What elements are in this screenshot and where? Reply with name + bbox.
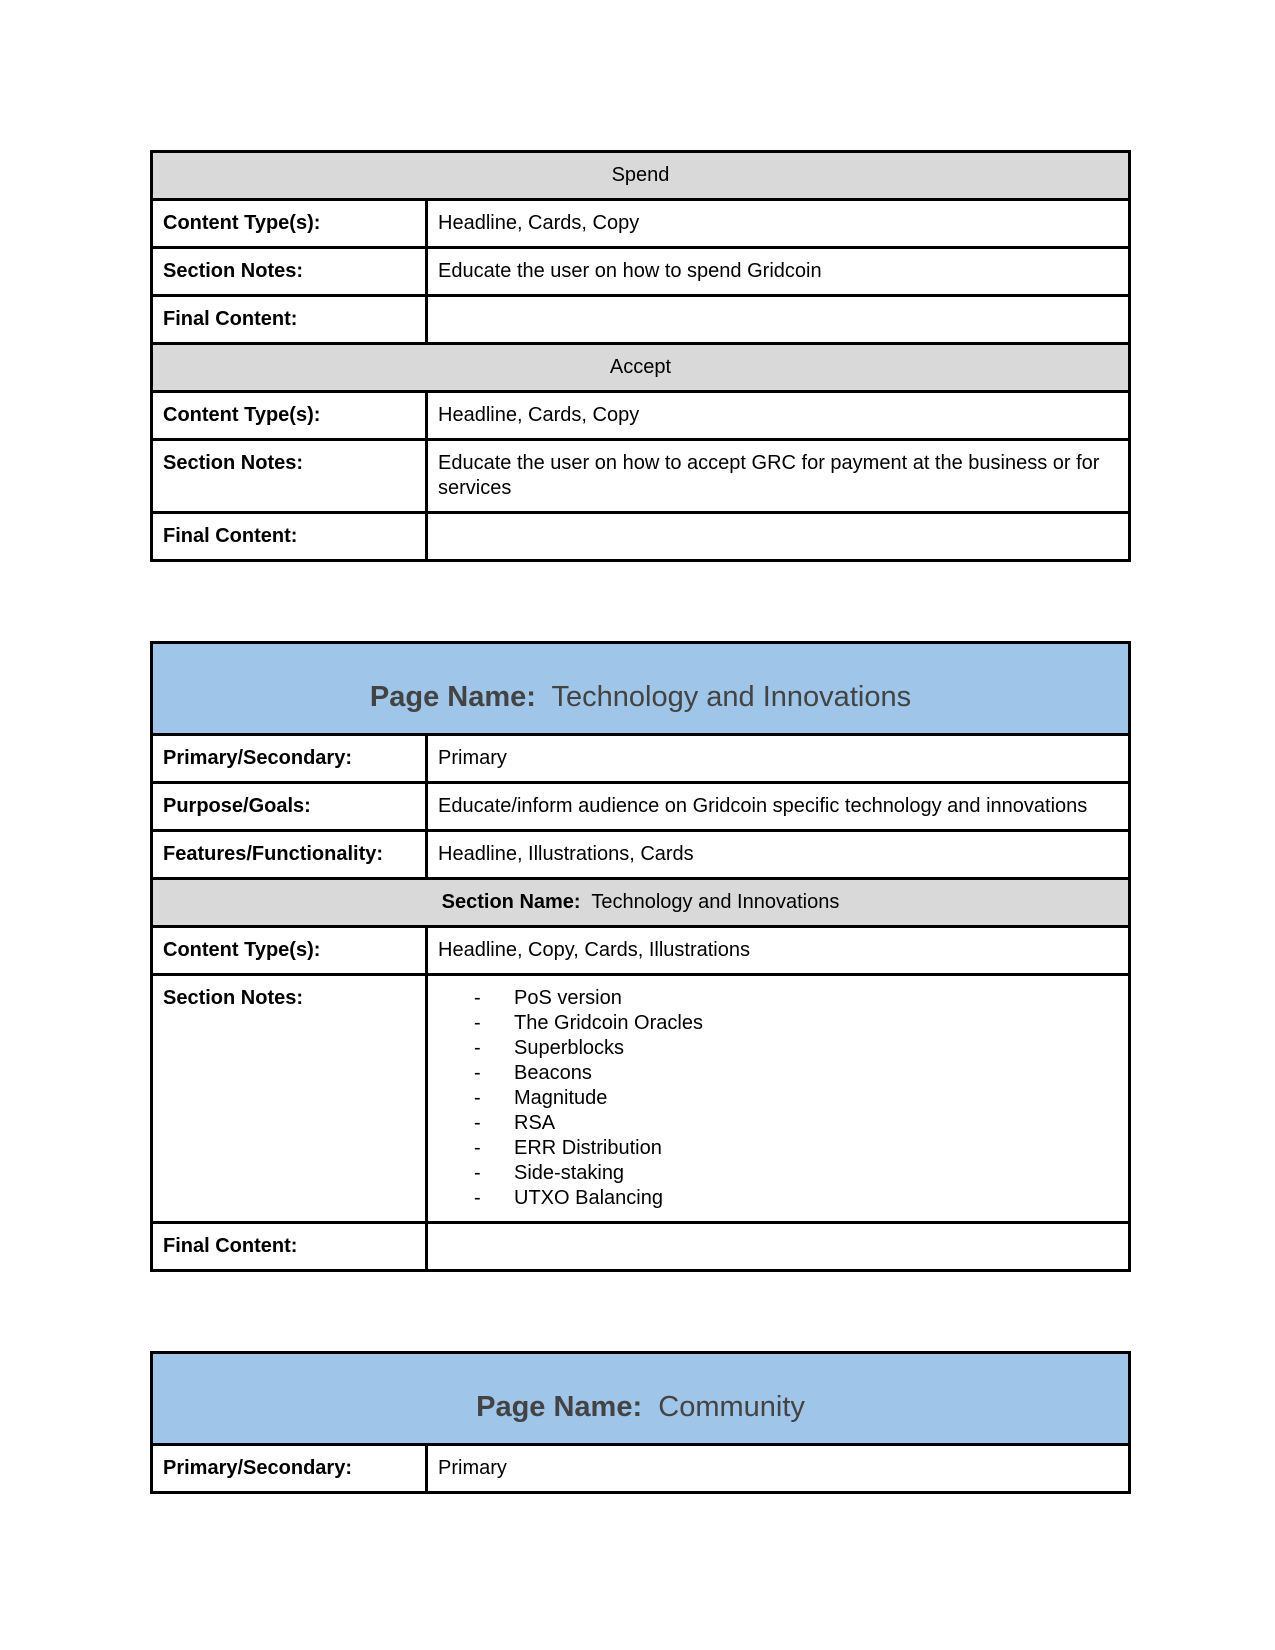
section-note-item [438, 1136, 1118, 1161]
section-notes-value [427, 975, 1130, 1223]
dash-bullet-icon: - [474, 1162, 481, 1184]
section-note-item [438, 986, 1118, 1011]
page-name-value: Community [658, 1391, 805, 1423]
section-note-item [438, 1161, 1118, 1186]
section-notes-value: Educate the user on how to accept GRC for payment at the business or for services [427, 440, 1130, 513]
dash-bullet-icon: - [474, 1087, 481, 1109]
section-header-accept: Accept [152, 344, 1130, 392]
primary-secondary-label: Primary/Secondary: [152, 735, 427, 783]
section-note-item [438, 1061, 1118, 1086]
section-note-text: PoS version [514, 987, 622, 1009]
section-note-item [438, 1036, 1118, 1061]
content-types-label: Content Type(s): [152, 392, 427, 440]
dash-bullet-icon: - [474, 1012, 481, 1034]
technology-page-table [150, 641, 1131, 1272]
section-note-text: Magnitude [514, 1087, 608, 1109]
section-name-value: Technology and Innovations [591, 891, 840, 913]
section-note-text: Beacons [514, 1062, 592, 1084]
content-types-value: Headline, Cards, Copy [427, 392, 1130, 440]
dash-bullet-icon: - [474, 1037, 481, 1059]
section-note-text: RSA [514, 1112, 556, 1134]
final-content-label: Final Content: [152, 296, 427, 344]
final-content-value [427, 296, 1130, 344]
final-content-label: Final Content: [152, 513, 427, 561]
features-value: Headline, Illustrations, Cards [427, 831, 1130, 879]
section-notes-list [438, 986, 1118, 1211]
dash-bullet-icon: - [474, 1062, 481, 1084]
content-types-label: Content Type(s): [152, 927, 427, 975]
page-name-value: Technology and Innovations [551, 681, 912, 713]
page-title [152, 1353, 1130, 1445]
section-note-text: The Gridcoin Oracles [514, 1012, 703, 1034]
section-notes-label: Section Notes: [152, 248, 427, 296]
features-label: Features/Functionality: [152, 831, 427, 879]
primary-secondary-value: Primary [427, 1445, 1130, 1493]
section-name-prefix: Section Name: [441, 891, 581, 913]
primary-secondary-value: Primary [427, 735, 1130, 783]
section-note-text: UTXO Balancing [514, 1187, 663, 1209]
content-types-label: Content Type(s): [152, 200, 427, 248]
purpose-goals-value: Educate/inform audience on Gridcoin specific technology and innovations [427, 783, 1130, 831]
dash-bullet-icon: - [474, 1137, 481, 1159]
section-note-item [438, 1011, 1118, 1036]
content-types-value: Headline, Copy, Cards, Illustrations [427, 927, 1130, 975]
section-note-item [438, 1186, 1118, 1211]
final-content-label: Final Content: [152, 1223, 427, 1271]
section-notes-label: Section Notes: [152, 975, 427, 1223]
section-note-item [438, 1111, 1118, 1136]
primary-secondary-label: Primary/Secondary: [152, 1445, 427, 1493]
page-name-prefix: Page Name: [476, 1391, 643, 1423]
section-notes-label: Section Notes: [152, 440, 427, 513]
spend-accept-table [150, 150, 1131, 562]
page-title [152, 643, 1130, 735]
final-content-value [427, 513, 1130, 561]
section-note-text: ERR Distribution [514, 1137, 662, 1159]
content-types-value: Headline, Cards, Copy [427, 200, 1130, 248]
community-page-table [150, 1351, 1131, 1494]
dash-bullet-icon: - [474, 1112, 481, 1134]
section-header [152, 879, 1130, 927]
section-header-spend: Spend [152, 152, 1130, 200]
section-note-text: Side-staking [514, 1162, 625, 1184]
section-note-text: Superblocks [514, 1037, 625, 1059]
section-notes-value: Educate the user on how to spend Gridcoin [427, 248, 1130, 296]
dash-bullet-icon: - [474, 1187, 481, 1209]
page-name-prefix: Page Name: [369, 681, 536, 713]
final-content-value [427, 1223, 1130, 1271]
dash-bullet-icon: - [474, 987, 481, 1009]
section-note-item [438, 1086, 1118, 1111]
purpose-goals-label: Purpose/Goals: [152, 783, 427, 831]
